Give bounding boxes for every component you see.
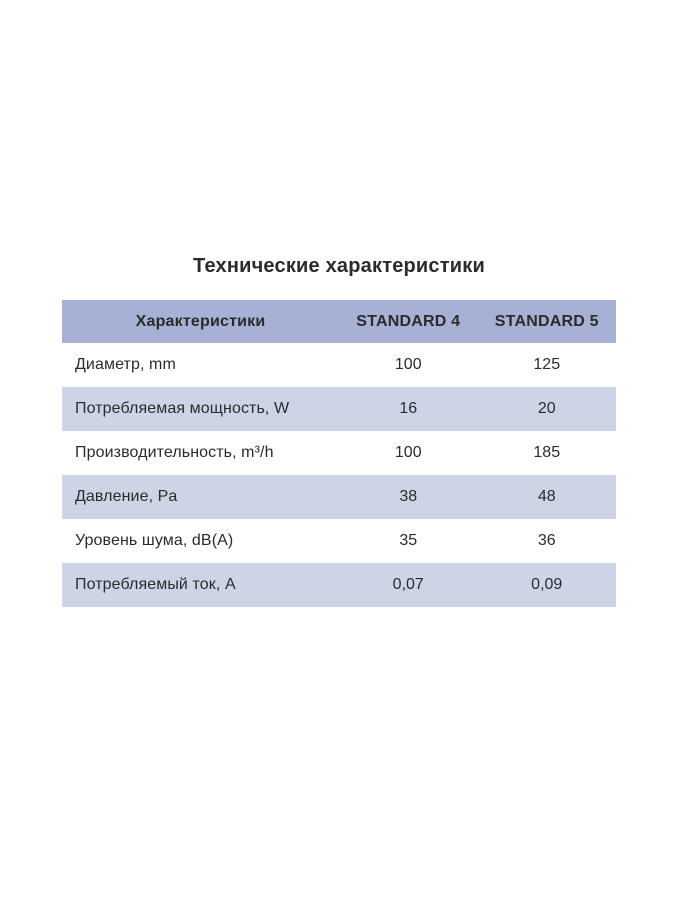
- column-header-standard5: STANDARD 5: [478, 300, 617, 343]
- row-value-standard5: 125: [533, 356, 561, 373]
- row-label: Давление, Pa: [62, 475, 339, 519]
- row-value-standard4: 35: [399, 532, 418, 549]
- row-value-standard5: 20: [478, 387, 617, 431]
- row-value-standard5: 36: [537, 532, 556, 549]
- table-row: [62, 431, 616, 475]
- row-label: Производительность, m³/h: [75, 444, 274, 461]
- row-value-standard4: 16: [339, 387, 478, 431]
- row-value-standard4: 38: [339, 475, 478, 519]
- table-row: [62, 563, 616, 607]
- row-value-standard5: 185: [533, 444, 561, 461]
- row-value-standard5: 48: [478, 475, 617, 519]
- row-label: Потребляемый ток, А: [62, 563, 339, 607]
- table-row: [62, 343, 616, 387]
- table-row: [62, 519, 616, 563]
- column-header-characteristics: Характеристики: [62, 300, 339, 343]
- row-value-standard5: 0,09: [478, 563, 617, 607]
- table-row: [62, 387, 616, 431]
- row-value-standard4: 100: [394, 444, 422, 461]
- page-title: Технические характеристики: [193, 255, 485, 277]
- table-header-row: [62, 300, 616, 343]
- row-label: Уровень шума, dB(A): [75, 532, 234, 549]
- column-header-standard4: STANDARD 4: [339, 300, 478, 343]
- table-row: [62, 475, 616, 519]
- row-label: Потребляемая мощность, W: [62, 387, 339, 431]
- row-value-standard4: 100: [394, 356, 422, 373]
- spec-table: [62, 300, 616, 607]
- row-value-standard4: 0,07: [339, 563, 478, 607]
- row-label: Диаметр, mm: [75, 356, 176, 373]
